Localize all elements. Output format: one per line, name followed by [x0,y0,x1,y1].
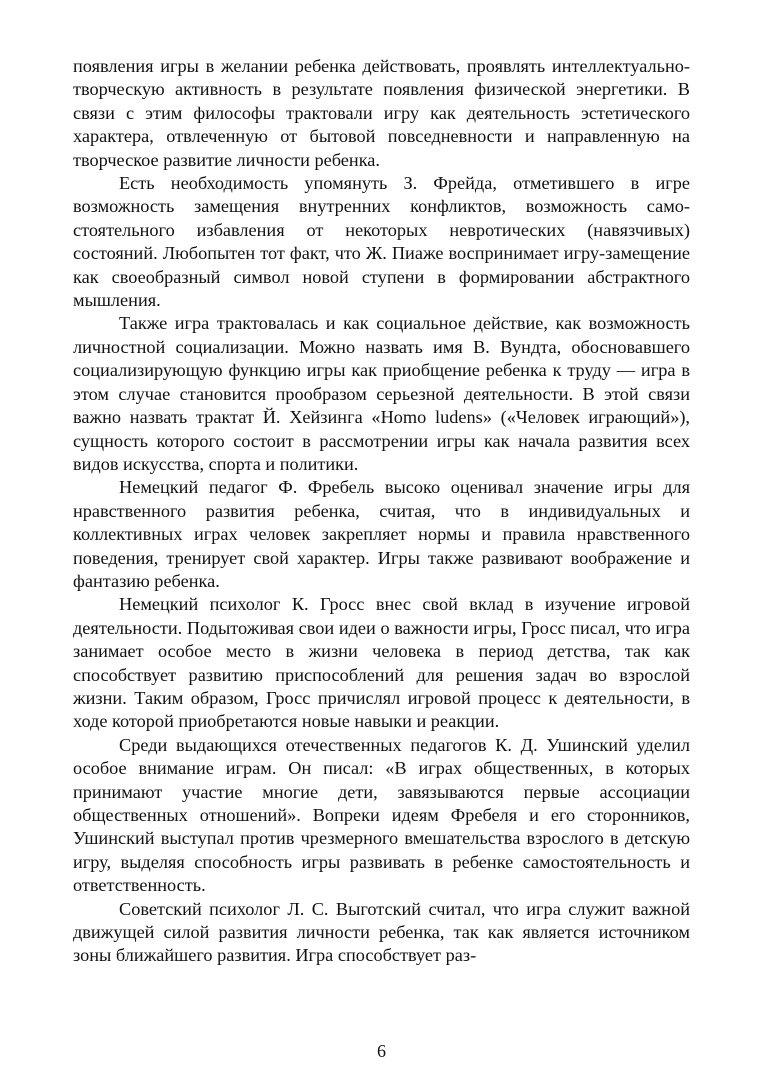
paragraph-5: Немецкий психолог К. Гросс внес свой вклад в изучение игровой деятельности. Подытоживая свои идеи о важности игры, Гросс писал, что игра занимает особое место в жизни человека в период детства, так как способствует развитию приспособлений для решения задач во взрослой жизни. Таким образом, Гросс причислял игровой процесс к деятельности, в ходе которой приобретаются новые навыки и реакции. [73,594,690,732]
paragraph-3: Также игра трактовалась и как социальное действие, как возможность личностной социализации. Можно назвать имя В. Вундта, обосновавшего социализирующую функцию игры как приобщение ребенка к труду — игра в этом случае становится прообразом серьезной деятельности. В этой связи важно назвать трактат Й. Хейзинга «Homo ludens» («Человек играющий»), сущность которого состоит в рассмотрении игры как начала развития всех видов искусства, спорта и политики. [73,313,690,474]
paragraph-1: появления игры в желании ребенка действовать, проявлять интеллектуально-творческую активность в результате появления физической энергетики. В связи с этим философы трактовали игру как деятельность эстетического характера, отвлеченную от бытовой повседневности и направленную на творческое развитие личности ребенка. [73,56,690,170]
page-number: 6 [377,1041,386,1061]
paragraph-7: Советский психолог Л. С. Выготский считал, что игра служит важной движущей силой развития личности ребенка, так как является источником зоны ближайшего развития. Игра способствует раз- [73,898,690,966]
paragraph-6: Среди выдающихся отечественных педагогов К. Д. Ушинский уделил особое внимание играм. Он писал: «В играх общественных, в которых принимают участие многие дети, завязываются первые ассоциации общественных отношений». Вопреки идеям Фребеля и его сторонников, Ушинский выступал против чрезмерного вмешательства взрослого в детскую игру, выделяя способность игры развивать в ребенке самостоятельность и ответственность. [73,734,690,896]
page-body [73,55,690,968]
paragraph-2: Есть необходимость упомянуть З. Фрейда, отметившего в игре возможность замещения внутренних конфликтов, возможность самостоятельного избавления от некоторых невротических (навязчивых) состояний. Любопытен тот факт, что Ж. Пиаже воспринимает игру-замещение как своеобразный символ новой ступени в формировании абстрактного мышления. [73,173,690,311]
paragraph-4: Немецкий педагог Ф. Фребель высоко оценивал значение игры для нравственного развития ребенка, считая, что в индивидуальных и коллективных играх человек закрепляет нормы и правила нравственного поведения, тренирует свой характер. Игры также развивают воображение и фантазию ребенка. [73,477,690,591]
